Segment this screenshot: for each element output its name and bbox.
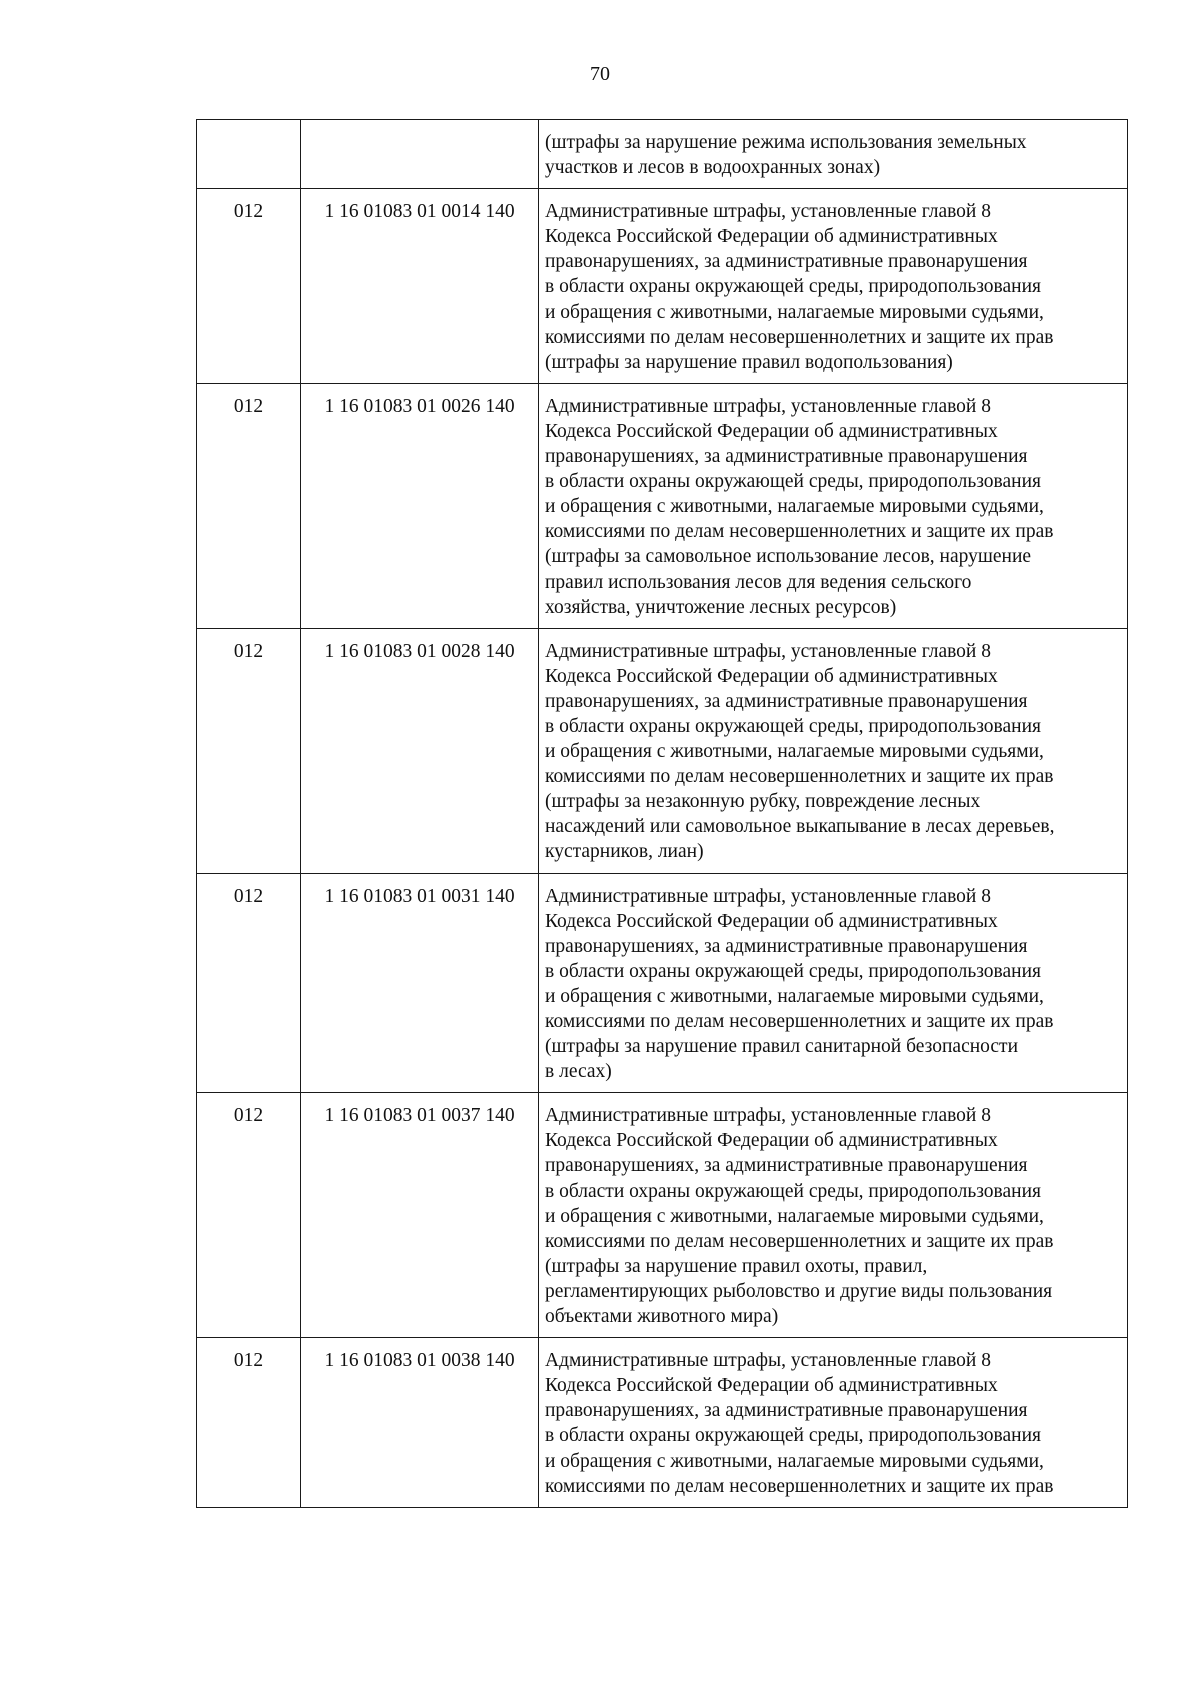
chapter-code-cell <box>197 120 301 189</box>
description-line: (штрафы за самовольное использование лесов, нарушение <box>545 546 1032 568</box>
description-line: комиссиями по делам несовершеннолетних и защите их прав <box>545 766 1054 788</box>
description-line: Кодекса Российской Федерации об административных <box>545 1130 998 1152</box>
description-line: правонарушениях, за административные правонарушения <box>545 935 1028 957</box>
table-row <box>197 120 1128 189</box>
description-line: участков и лесов в водоохранных зонах) <box>545 157 881 179</box>
description-line: комиссиями по делам несовершеннолетних и защите их прав <box>545 1011 1054 1032</box>
description-line: комиссиями по делам несовершеннолетних и защите их прав <box>545 326 1054 348</box>
description-line: комиссиями по делам несовершеннолетних и защите их прав <box>545 521 1054 543</box>
revenue-description-cell <box>539 1338 1128 1508</box>
page-number: 70 <box>590 63 610 85</box>
description-line: в области охраны окружающей среды, природопользования <box>545 1425 1042 1447</box>
description-line: кустарников, лиан) <box>545 841 704 863</box>
description-line: в области охраны окружающей среды, природопользования <box>545 715 1042 737</box>
description-line: (штрафы за нарушение правил водопользования) <box>545 351 953 373</box>
table-row <box>197 1338 1128 1508</box>
budget-classification-code-cell: 1 16 01083 01 0014 140 <box>301 189 539 384</box>
description-line: в области охраны окружающей среды, природопользования <box>545 1180 1042 1202</box>
description-line: правонарушениях, за административные правонарушения <box>545 251 1028 273</box>
revenue-description-cell <box>539 120 1128 189</box>
description-line: правонарушениях, за административные правонарушения <box>545 1400 1028 1422</box>
budget-classification-code-cell: 1 16 01083 01 0037 140 <box>301 1093 539 1338</box>
description-line: (штрафы за нарушение правил охоты, правил, <box>545 1255 928 1277</box>
description-line: правонарушениях, за административные правонарушения <box>545 690 1028 712</box>
description-line: (штрафы за нарушение режима использования земельных <box>545 132 1027 153</box>
description-line: правил использования лесов для ведения сельского <box>545 571 972 593</box>
table-row <box>197 628 1128 873</box>
description-line: Кодекса Российской Федерации об административных <box>545 665 998 687</box>
description-line: Кодекса Российской Федерации об административных <box>545 1375 998 1397</box>
description-line: регламентирующих рыболовство и другие виды пользования <box>545 1280 1053 1302</box>
description-line: в области охраны окружающей среды, природопользования <box>545 276 1042 298</box>
description-line: правонарушениях, за административные правонарушения <box>545 446 1028 468</box>
budget-classification-code-cell: 1 16 01083 01 0028 140 <box>301 628 539 873</box>
description-line: Административные штрафы, установленные главой 8 <box>545 885 991 907</box>
table-body <box>197 120 1128 1508</box>
description-line: Кодекса Российской Федерации об административных <box>545 420 998 442</box>
description-line: Административные штрафы, установленные главой 8 <box>545 201 991 223</box>
budget-classification-code-cell <box>301 120 539 189</box>
chapter-code-cell: 012 <box>197 1338 301 1508</box>
description-line: правонарушениях, за административные правонарушения <box>545 1155 1028 1177</box>
description-line: Административные штрафы, установленные главой 8 <box>545 640 991 662</box>
revenue-description-cell <box>539 873 1128 1093</box>
description-line: (штрафы за нарушение правил санитарной безопасности <box>545 1036 1019 1058</box>
chapter-code-cell: 012 <box>197 383 301 628</box>
revenue-description-cell <box>539 628 1128 873</box>
description-line: насаждений или самовольное выкапывание в лесах деревьев, <box>545 816 1055 838</box>
description-line: Административные штрафы, установленные главой 8 <box>545 395 991 417</box>
chapter-code-cell: 012 <box>197 1093 301 1338</box>
table-row <box>197 189 1128 384</box>
description-line: и обращения с животными, налагаемые мировыми судьями, <box>545 496 1044 518</box>
chapter-code-cell: 012 <box>197 189 301 384</box>
chapter-code-cell: 012 <box>197 873 301 1093</box>
description-line: Кодекса Российской Федерации об административных <box>545 226 998 248</box>
description-line: объектами животного мира) <box>545 1306 779 1328</box>
budget-code-table <box>196 119 1128 1508</box>
description-line: и обращения с животными, налагаемые мировыми судьями, <box>545 1450 1044 1472</box>
revenue-description-cell <box>539 1093 1128 1338</box>
table-row <box>197 873 1128 1093</box>
chapter-code-cell: 012 <box>197 628 301 873</box>
budget-classification-code-cell: 1 16 01083 01 0026 140 <box>301 383 539 628</box>
description-line: Административные штрафы, установленные главой 8 <box>545 1105 991 1127</box>
description-line: комиссиями по делам несовершеннолетних и защите их прав <box>545 1475 1054 1497</box>
description-line: и обращения с животными, налагаемые мировыми судьями, <box>545 741 1044 763</box>
revenue-description-cell <box>539 383 1128 628</box>
description-line: и обращения с животными, налагаемые мировыми судьями, <box>545 985 1044 1007</box>
description-line: и обращения с животными, налагаемые мировыми судьями, <box>545 1205 1044 1227</box>
budget-classification-code-cell: 1 16 01083 01 0031 140 <box>301 873 539 1093</box>
description-line: комиссиями по делам несовершеннолетних и защите их прав <box>545 1230 1054 1252</box>
description-line: хозяйства, уничтожение лесных ресурсов) <box>545 596 897 618</box>
description-line: в лесах) <box>545 1061 612 1083</box>
description-line: (штрафы за незаконную рубку, повреждение лесных <box>545 791 981 813</box>
description-line: и обращения с животными, налагаемые мировыми судьями, <box>545 301 1044 323</box>
description-line: Кодекса Российской Федерации об административных <box>545 910 998 932</box>
description-line: в области охраны окружающей среды, природопользования <box>545 471 1042 493</box>
table-row <box>197 1093 1128 1338</box>
revenue-description-cell <box>539 189 1128 384</box>
table-row <box>197 383 1128 628</box>
budget-classification-code-cell: 1 16 01083 01 0038 140 <box>301 1338 539 1508</box>
description-line: в области охраны окружающей среды, природопользования <box>545 960 1042 982</box>
description-line: Административные штрафы, установленные главой 8 <box>545 1350 991 1372</box>
